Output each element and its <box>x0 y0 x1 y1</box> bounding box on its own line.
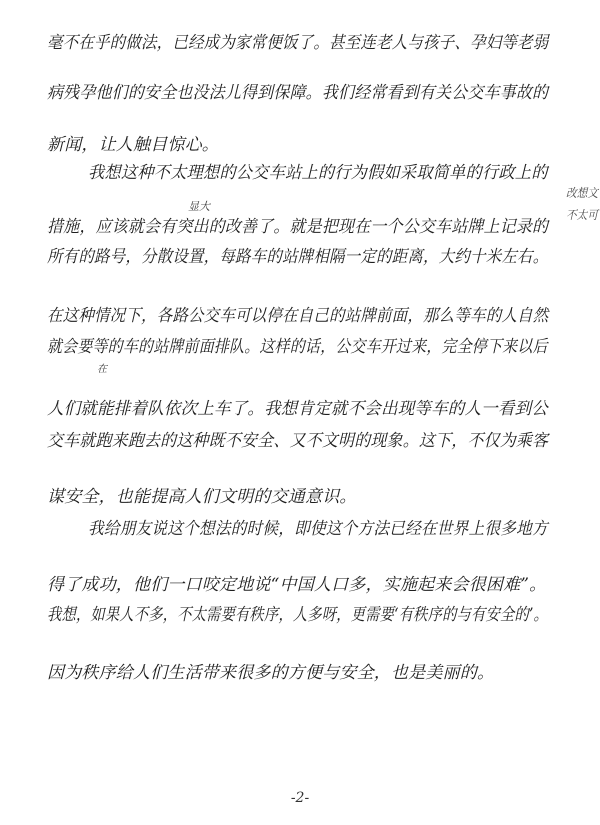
margin-note-line-1: 改想文 <box>566 186 599 200</box>
correction-above-line-5: 显大 <box>188 200 210 213</box>
text-line-9: 人们就能排着队依次上车了。我想肯定就不会出现等车的人一看到公 <box>47 399 548 419</box>
text-line-11: 谋安全，也能提高人们文明的交通意识。 <box>47 487 357 507</box>
text-line-6: 所有的路号，分散设置，每路车的站牌相隔一定的距离，大约十米左右。 <box>47 247 549 267</box>
correction-below-line-8: 在 <box>97 364 107 375</box>
text-line-1: 毫不在乎的做法，已经成为家常便饭了。甚至连老人与孩子、孕妇等老弱 <box>47 33 549 53</box>
text-line-8: 就会要等的车的站牌前面排队。这样的话，公交车开过来，完全停下来以后 <box>47 337 548 357</box>
text-line-10: 交车就跑来跑去的这种既不安全、又不文明的现象。这下，不仅为乘客 <box>47 431 549 451</box>
text-line-5: 措施，应该就会有突出的改善了。就是把现在一个公交车站牌上记录的 <box>47 217 549 237</box>
margin-note-line-2: 不太可 <box>566 208 599 222</box>
page-number: -2- <box>290 790 310 806</box>
text-line-7: 在这种情况下，各路公交车可以停在自己的站牌前面，那么等车的人自然 <box>47 306 549 326</box>
text-line-12: 我给朋友说这个想法的时候，即使这个方法已经在世界上很多地方 <box>88 519 548 539</box>
text-line-3: 新闻，让人触目惊心。 <box>47 135 219 155</box>
text-line-2: 病残孕他们的安全也没法儿得到保障。我们经常看到有关公交车事故的 <box>47 83 549 103</box>
text-line-15: 因为秩序给人们生活带来很多的方便与安全，也是美丽的。 <box>47 663 495 683</box>
text-line-4: 我想这种不太理想的公交车站上的行为假如采取简单的行政上的 <box>88 163 548 183</box>
text-line-14: 我想，如果人不多，不太需要有秩序，人多呀，更需要‘有秩序的与有安全的’。 <box>47 605 549 625</box>
text-line-13: 得了成功，他们一口咬定地说“中国人口多，实施起来会很困难”。 <box>47 575 547 595</box>
